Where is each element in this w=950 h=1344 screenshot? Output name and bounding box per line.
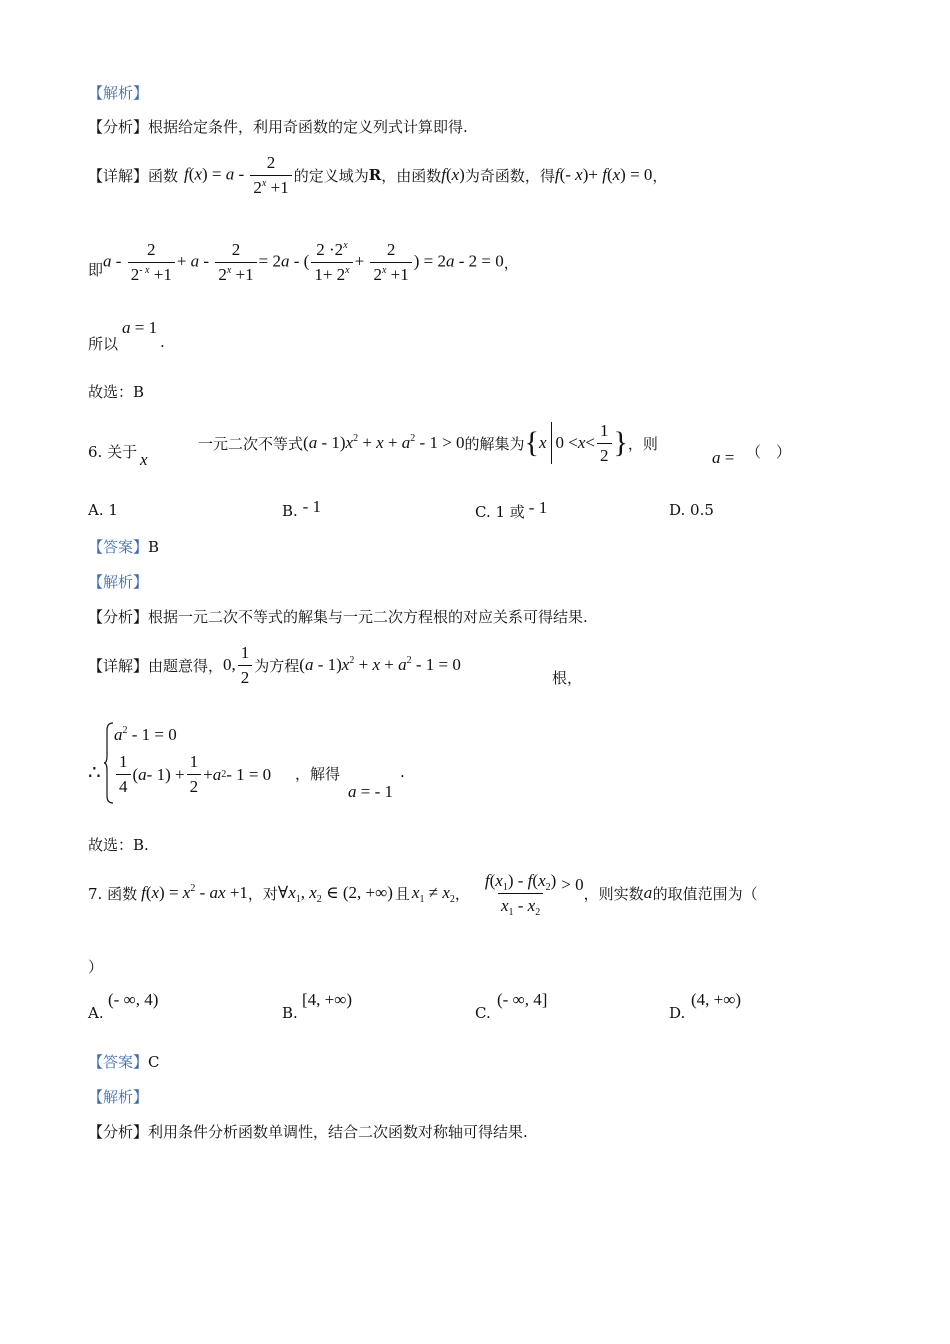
answer-value: C [148,1053,160,1071]
therefore-symbol: ∴ [88,762,101,784]
q7-neq: $x_1 \ne x_2$ [411,883,455,905]
period: . [160,333,165,351]
system-equation-2: $\frac{1}{4}$ ( a - 1) + $\frac{1}{2}$ + a 2 - 1 = 0 [114,752,271,797]
text: 为方程 [254,656,300,675]
text: ，由函数 [381,166,442,185]
text: 的取值范围为（ [652,884,758,903]
q6-equation: $(a - 1)x^2 + x + a^2 - 1 = 0$ [299,655,461,674]
q7-option-c-value: (- ∞, 4] [497,990,548,1009]
odd-condition: f(- x)+ f(x) = 0 [554,165,653,184]
conclusion-label: 所以 [88,335,119,353]
q6-stem [198,415,658,471]
system-equation-1: $a^2 - 1 = 0$ [114,725,177,744]
var-a: a [643,884,653,902]
answer-value: B [148,538,160,556]
q7-analysis-tag: 【解析】 [88,1088,149,1106]
q6-option-a: A. 1 [88,501,118,519]
text: 的定义域为 [293,166,369,185]
text: ， [454,884,470,903]
answer-tag: 【答案】 [88,538,149,556]
q7-option-c-label: C. [475,1004,491,1022]
q7-close-paren: ） [88,958,104,976]
text: 函数 [148,166,179,185]
text: 为奇函数，得 [464,166,555,185]
analysis-tag: 【解析】 [88,84,149,102]
q6-option-b [282,497,321,521]
q7-option-a-label: A. [88,1004,104,1022]
q6-choice: 故选：B. [88,836,149,854]
fx-expr: f(x) [441,165,465,184]
q6-number: 6. 关于 [88,443,138,461]
text: 的解集为 [464,434,525,453]
analysis-text: 利用条件分析函数单调性，结合二次函数对称轴可得结果. [148,1123,528,1141]
value: - 1 [528,498,548,517]
q6-a-equals: a = [712,448,735,467]
q7-difference-quotient: $\frac{f(x_1) - f(x_2)}{x_1 - x_2}$ > 0 [484,870,584,918]
text: ，则 [627,434,658,453]
q7-analysis-line [88,1121,528,1142]
q7-option-b-value: [4, +∞) [302,990,353,1009]
analysis-text: 根据给定条件，利用奇函数的定义列式计算即得. [148,118,468,136]
text: ， [503,253,519,272]
text: 一元二次不等式 [198,434,304,453]
q6-answer [88,536,159,557]
q6-inequality: $(a - 1)x^2 + x + a^2 - 1 > 0$ [303,433,465,452]
q6-detail-line [88,640,461,690]
analysis-label: 【分析】 [88,608,149,626]
q7-option-b-label: B. [282,1004,298,1022]
detail-label: 【详解】 [88,166,149,185]
text: 根， [552,669,583,687]
a-equals-one: a = 1 [122,318,158,337]
q7-answer [88,1051,160,1072]
expansion-formula: a - $\frac{2}{2^{- x} +1}$ + a - $\frac{2}{2^x +1}$ = 2a - ( $\frac{2 \cdot 2^x}{1+ 2^x}$ + $\frac{2}{2^x +1}$ ) = 2a - 2 = 0 [103,239,504,284]
answer-choice-line: 故选：B [88,383,145,401]
q7-number: 7. 函数 [88,884,138,903]
detail-line-2 [88,236,519,288]
q6-variable-x: x [140,450,148,469]
text: 且 [394,884,410,903]
q7-option-a-value: (- ∞, 4) [108,990,159,1009]
text: 由题意得， [148,656,224,675]
q7-function: $f(x) = x^2$ - ax +1 [141,883,248,902]
analysis-line [88,116,468,137]
q6-option-c [475,498,548,522]
answer-tag: 【答案】 [88,1053,149,1071]
text: B. [282,502,298,520]
text: ， [652,166,668,185]
q6-blank: （ ） [746,443,792,461]
text: 即 [88,260,104,279]
q7-option-d-value: (4, +∞) [691,990,742,1009]
q6-option-d: D. 0.5 [669,501,714,519]
text: ，解得 [295,765,341,783]
text: ，则实数 [583,884,644,903]
analysis-label: 【分析】 [88,118,149,136]
q7-option-d-label: D. [669,1004,686,1022]
text: C. 1 或 [475,503,525,521]
q7-stem [88,866,758,920]
reals-symbol: R [368,166,382,184]
q6-roots: 0, $\frac{1}{2}$ [223,643,254,688]
value: - 1 [302,497,321,516]
q6-solution-set: { x 0 < x < $\frac{1}{2}$ } [524,420,628,465]
period: . [400,763,405,781]
q7-forall: $\forall x_1$, $x_2$ ∈ (2, +∞) [277,883,393,905]
text: ，对 [247,884,278,903]
detail-label: 【详解】 [88,656,149,675]
analysis-label: 【分析】 [88,1123,149,1141]
analysis-text: 根据一元二次不等式的解集与一元二次方程根的对应关系可得结果. [148,608,588,626]
q6-analysis-line [88,606,588,627]
q6-analysis-tag: 【解析】 [88,573,149,591]
function-definition: f(x) = a - $\frac{2}{2^x +1}$ [184,153,294,198]
q6-result: a = - 1 [348,782,393,801]
detail-line-1 [88,150,667,200]
